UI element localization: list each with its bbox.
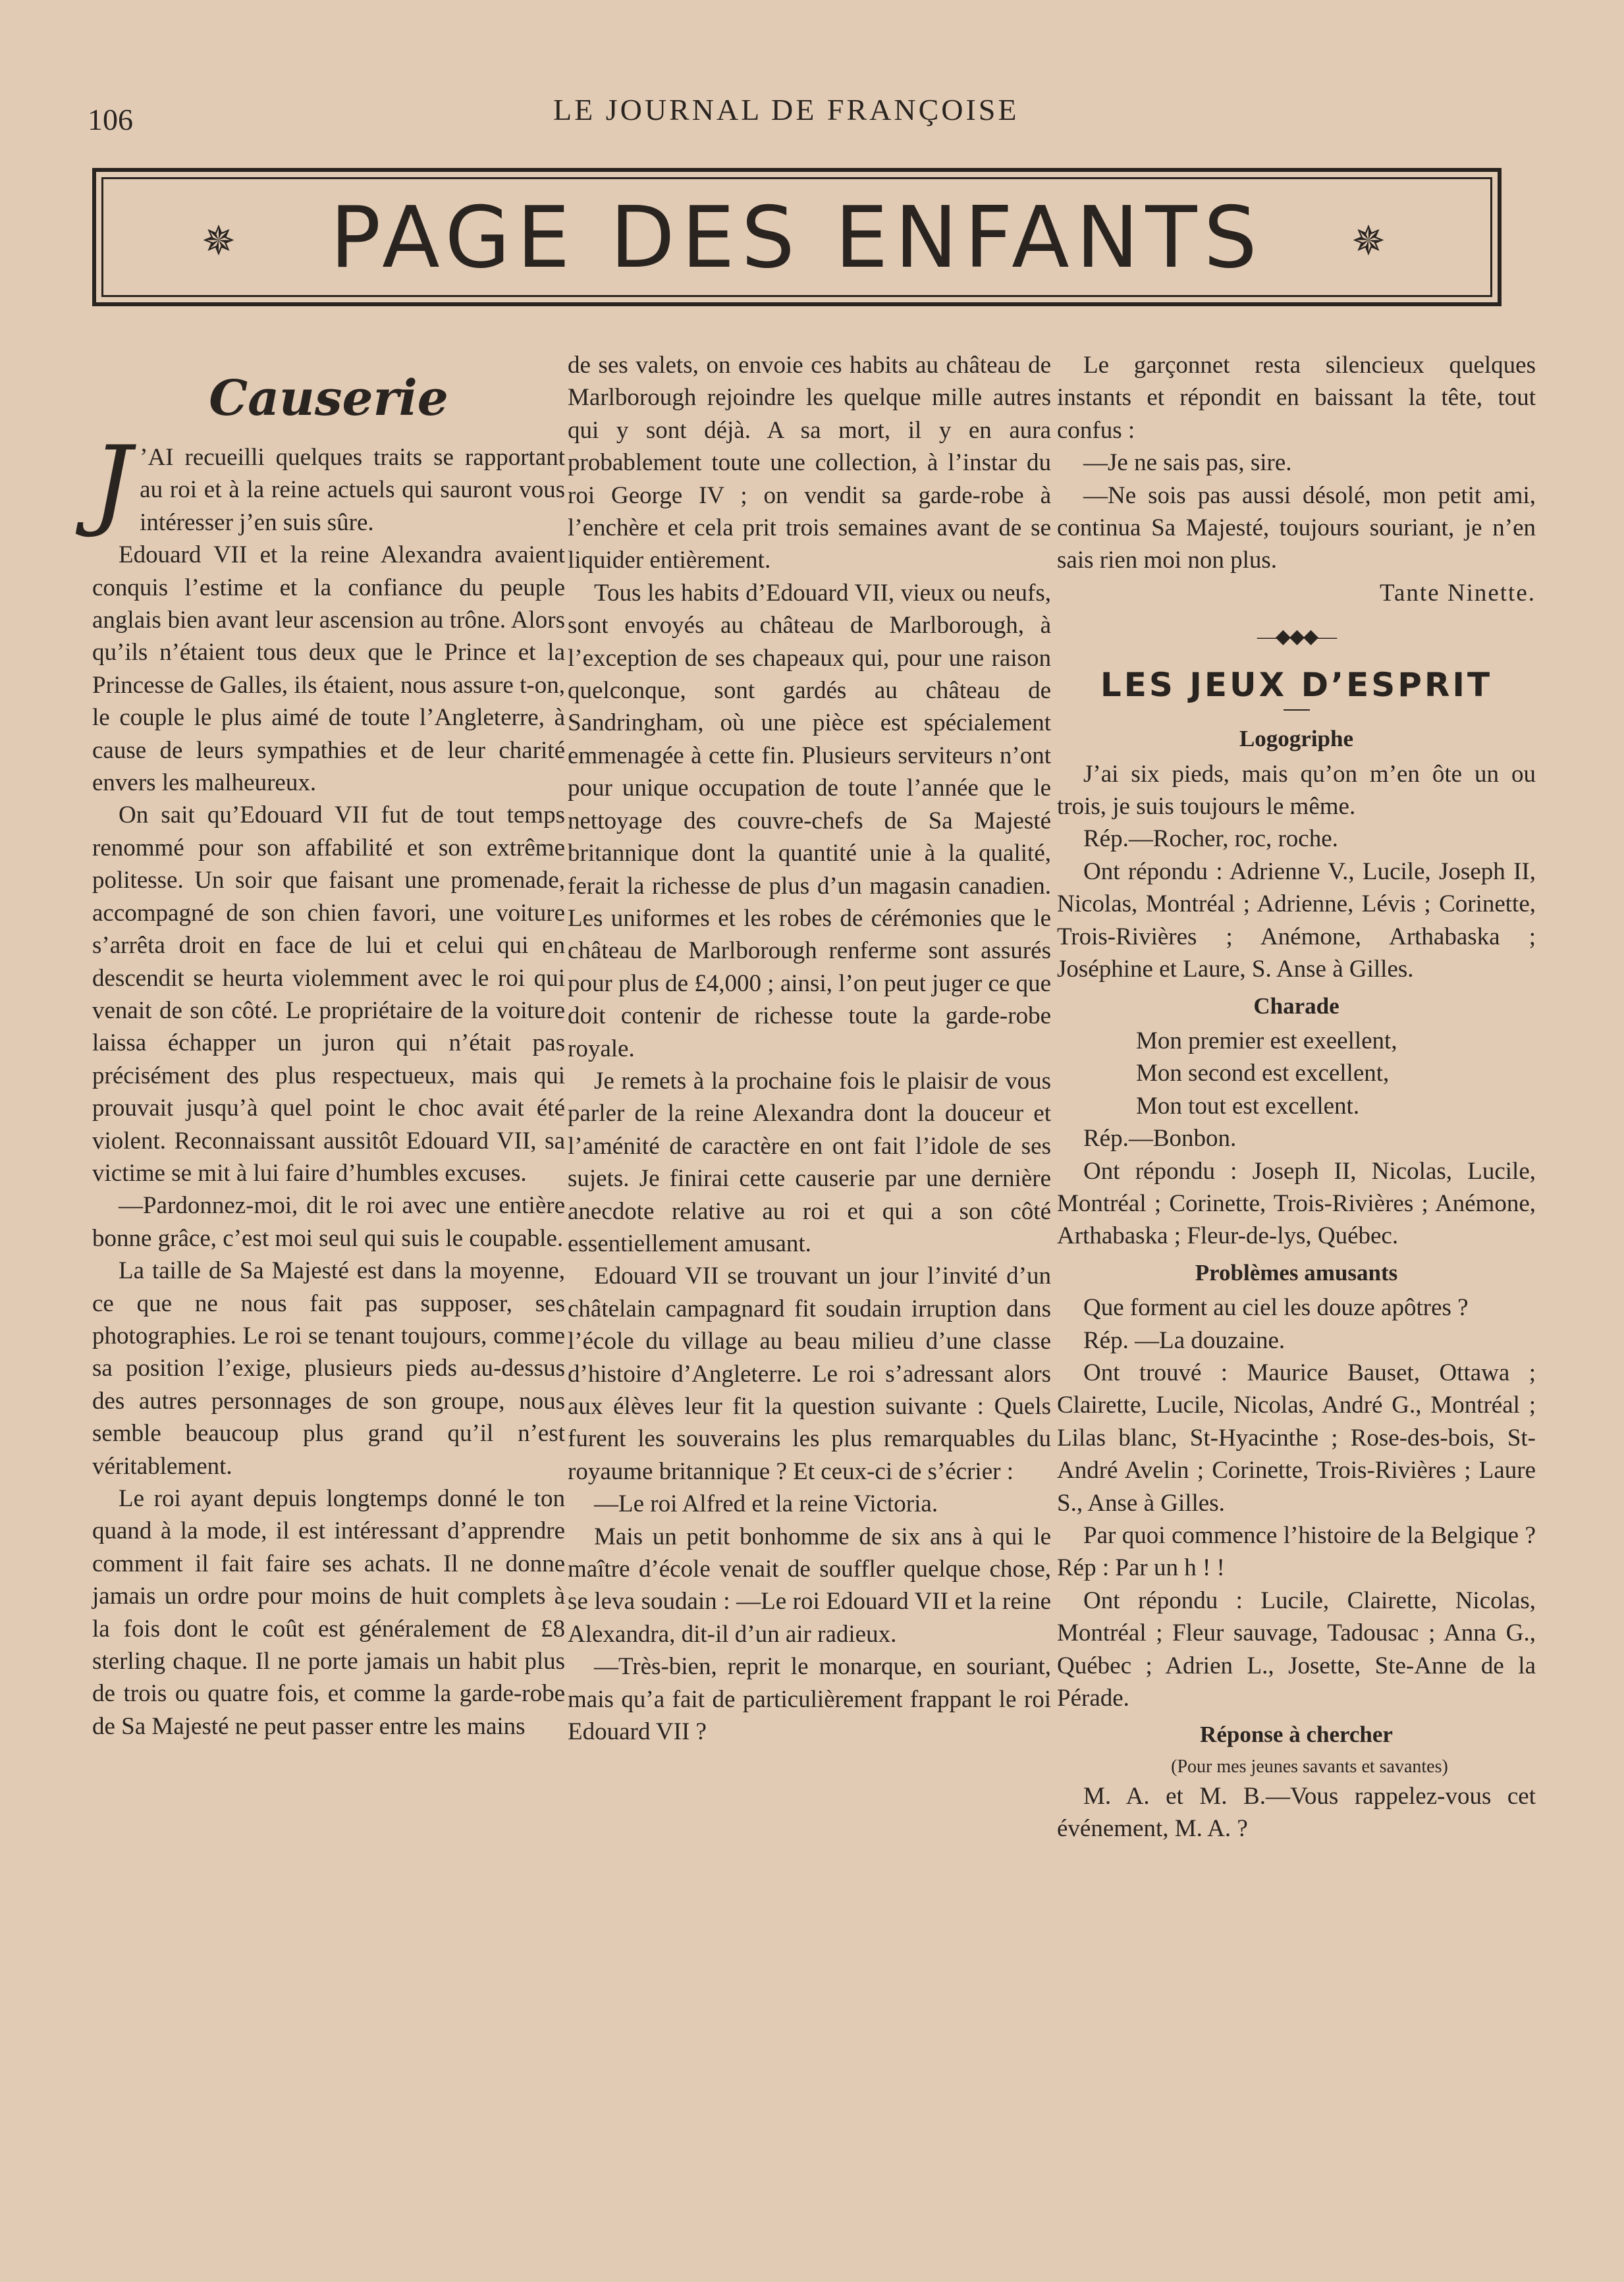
probleme-question: Que forment au ciel les douze apôtres ? [1083,1294,1469,1322]
paragraph: —Je ne sais pas, sire. [1083,449,1292,477]
charade-line: Mon second est excellent, [1136,1060,1390,1087]
paragraph-text: ’AI recueilli quelques traits se rapportant au roi et à la reine actuels qui sauront vous intéresser j’en suis sûre. [140,444,565,536]
paragraph: Je remets à la prochaine fois le plaisir de vous parler de la reine Alexandra dont la douceur et l’aménité de caractère en ont fait l’idole de ses sujets. Je finirai cette causerie par une dernière anecdote relative au roi et qui a son côté essentiellement amusant. [568,1067,1051,1257]
title-banner [92,168,1502,306]
reponse-a-chercher-text: M. A. et M. B.—Vous rappelez-vous cet événement, M. A. ? [1057,1782,1536,1843]
charade-heading: Charade [1253,992,1340,1019]
column-1 [92,349,565,1743]
paragraph: —Très-bien, reprit le monarque, en souriant, mais qu’a fait de particulièrement frappant le roi Edouard VII ? [568,1653,1051,1746]
signature: Tante Ninette. [1379,579,1536,607]
asterisk-ornament-icon: ✵ [202,219,236,264]
paragraph: Edouard VII et la reine Alexandra avaient conquis l’estime et la confiance du peuple anglais bien avant leur ascension au trône. Alors qu’ils n’étaient tous deux que le Prince et la Princesse de Galles, ils étaient, nous assure t-on, le couple le plus aimé de toute l’Angleterre, à cause de leurs sympathies et de leur charité envers les malheureux. [92,541,565,797]
paragraph [92,425,565,540]
asterisk-ornament-icon: ✵ [1351,219,1386,264]
logogriphe-heading: Logogriphe [1239,726,1354,752]
paragraph: Le garçonnet resta silencieux quelques instants et répondit en baissant la tête, tout confus : [1057,352,1536,444]
paragraph: de ses valets, on envoie ces habits au château de Marlborough rejoindre les quelque mille autres qui y sont déjà. A sa mort, il y en aura probablement toute une collection, à l’instar du roi George IV ; on vendit sa garde-robe à l’enchère et cela prit trois semaines avant de se liquider entièrement. [568,352,1051,574]
paragraph: Edouard VII se trouvant un jour l’invité d’un châtelain campagnard fit soudain irruption dans l’école du village au beau milieu d’une classe d’histoire d’Angleterre. Le roi s’adressant alors aux élèves leur fit la question suivante : Quels furent les souverains les plus remarquables du royaume britannique ? Et ceux-ci de s’écrier : [568,1263,1051,1485]
causerie-title: Causerie [209,370,448,427]
page-number: 106 [88,103,133,136]
paragraph: Le roi ayant depuis longtemps donné le ton quand à la mode, il est intéressant d’apprendre comment il fait faire ses achats. Il ne donne jamais un ordre pour moins de huit complets à la fois dont le coût est généralement de £8 sterling chaque. Il ne porte jamais un habit plus de trois ou quatre fois, et comme la garde-robe de Sa Majesté ne peut passer entre les mains [92,1485,565,1740]
charade-line: Mon premier est exeellent, [1136,1027,1397,1054]
paragraph: Mais un petit bonhomme de six ans à qui le maître d’école venait de souffler quelque chose, se leva soudain : —Le roi Edouard VII et la reine Alexandra, dit-il d’un air radieux. [568,1523,1051,1648]
charade-ont-repondu: Ont répondu : Joseph II, Nicolas, Lucile, Montréal ; Corinette, Trois-Rivières ; Anémone, Arthabaska ; Fleur-de-lys, Québec. [1057,1157,1536,1250]
logogriphe-reponse: Rép.—Rocher, roc, roche. [1083,825,1338,853]
paragraph: —Le roi Alfred et la reine Victoria. [594,1490,938,1518]
reponse-a-chercher-subheading: (Pour mes jeunes savants et savantes) [1171,1756,1448,1777]
paragraph: —Ne sois pas aussi désolé, mon petit ami, continua Sa Majesté, toujours souriant, je n’en sais rien moi non plus. [1057,481,1536,574]
probleme-reponse: Rép. —La douzaine. [1083,1326,1286,1354]
jeux-title: LES JEUX D’ESPRIT [1100,666,1493,705]
probleme-question: Par quoi commence l’histoire de la Belgique ? Rép : Par un h ! ! [1057,1522,1536,1582]
probleme-ont-repondu: Ont répondu : Lucile, Clairette, Nicolas, Montréal ; Fleur sauvage, Tadousac ; Anna G., Québec ; Adrien L., Josette, Ste-Anne de la Pérade. [1057,1587,1536,1712]
divider-ornament: —◆◆◆— [1257,626,1336,648]
paragraph: Tous les habits d’Edouard VII, vieux ou neufs, sont envoyés au château de Marlborough, à l’exception de ses chapeaux qui, pour une raison quelconque, sont gardés au château de Sandringham, où une pièce est spécialement emmenagée à cette fin. Plusieurs serviteurs n’ont pour unique occupation de toute l’année que le nettoyage des couvre-chefs de Sa Majesté britannique dont la quantité unie à la qualité, ferait la richesse de plus d’un magasin canadien. Les uniformes et les robes de cérémonies que le château de Marlborough renferme sont assurés pour plus de £4,000 ; ainsi, l’on peut juger ce que doit contenir de richesse toute la garde-robe royale. [568,579,1051,1062]
column-3 [1057,349,1536,1845]
paragraph: On sait qu’Edouard VII fut de tout temps renommé pour son affabilité et son extrême politesse. Un soir que faisant une promenade, accompagné de son chien favori, une voiture s’arrêta droit en face de lui et celui qui en descendit se heurta violemment avec le roi qui venait de son côté. Le propriétaire de la voiture laissa échapper un juron qui n’était pas précisément des plus respectueux, mais qui prouvait jusqu’à quel point le choc avait été violent. Reconnaissant aussitôt Edouard VII, sa victime se mit à lui faire d’humbles excuses. [92,801,565,1187]
problemes-heading: Problèmes amusants [1195,1259,1398,1286]
drop-cap: J [92,425,132,540]
logogriphe-text: J’ai six pieds, mais qu’on m’en ôte un ou trois, je suis toujours le même. [1057,760,1536,821]
journal-title: LE JOURNAL DE FRANÇOISE [553,93,1019,126]
page-title: PAGE DES ENFANTS [330,189,1264,287]
reponse-a-chercher-heading: Réponse à chercher [1200,1722,1393,1748]
charade-line: Mon tout est excellent. [1136,1092,1360,1120]
paragraph: —Pardonnez-moi, dit le roi avec une entière bonne grâce, c’est moi seul qui suis le coupable. [92,1192,565,1252]
logogriphe-ont-repondu: Ont répondu : Adrienne V., Lucile, Joseph II, Nicolas, Montréal ; Adrienne, Lévis ; Corinette, Trois-Rivières ; Anémone, Arthabaska ; Joséphine et Laure, S. Anse à Gilles. [1057,857,1536,983]
probleme-ont-trouve: Ont trouvé : Maurice Bauset, Ottawa ; Clairette, Lucile, Nicolas, André G., Montréal ; Lilas blanc, St-Hyacinthe ; Rose-des-bois, St-André Avelin ; Corinette, Trois-Rivières ; Laure S., Anse à Gilles. [1057,1359,1536,1517]
charade-reponse: Rép.—Bonbon. [1083,1125,1237,1153]
column-2 [568,349,1051,1748]
paragraph: La taille de Sa Majesté est dans la moyenne, ce que ne nous fait pas supposer, ses photographies. Le roi se tenant toujours, comme sa position l’exige, plusieurs pieds au-dessus des autres personnages de son groupe, nous semble beaucoup plus grand qu’il n’est véritablement. [92,1257,565,1480]
title-rule [1284,709,1310,711]
